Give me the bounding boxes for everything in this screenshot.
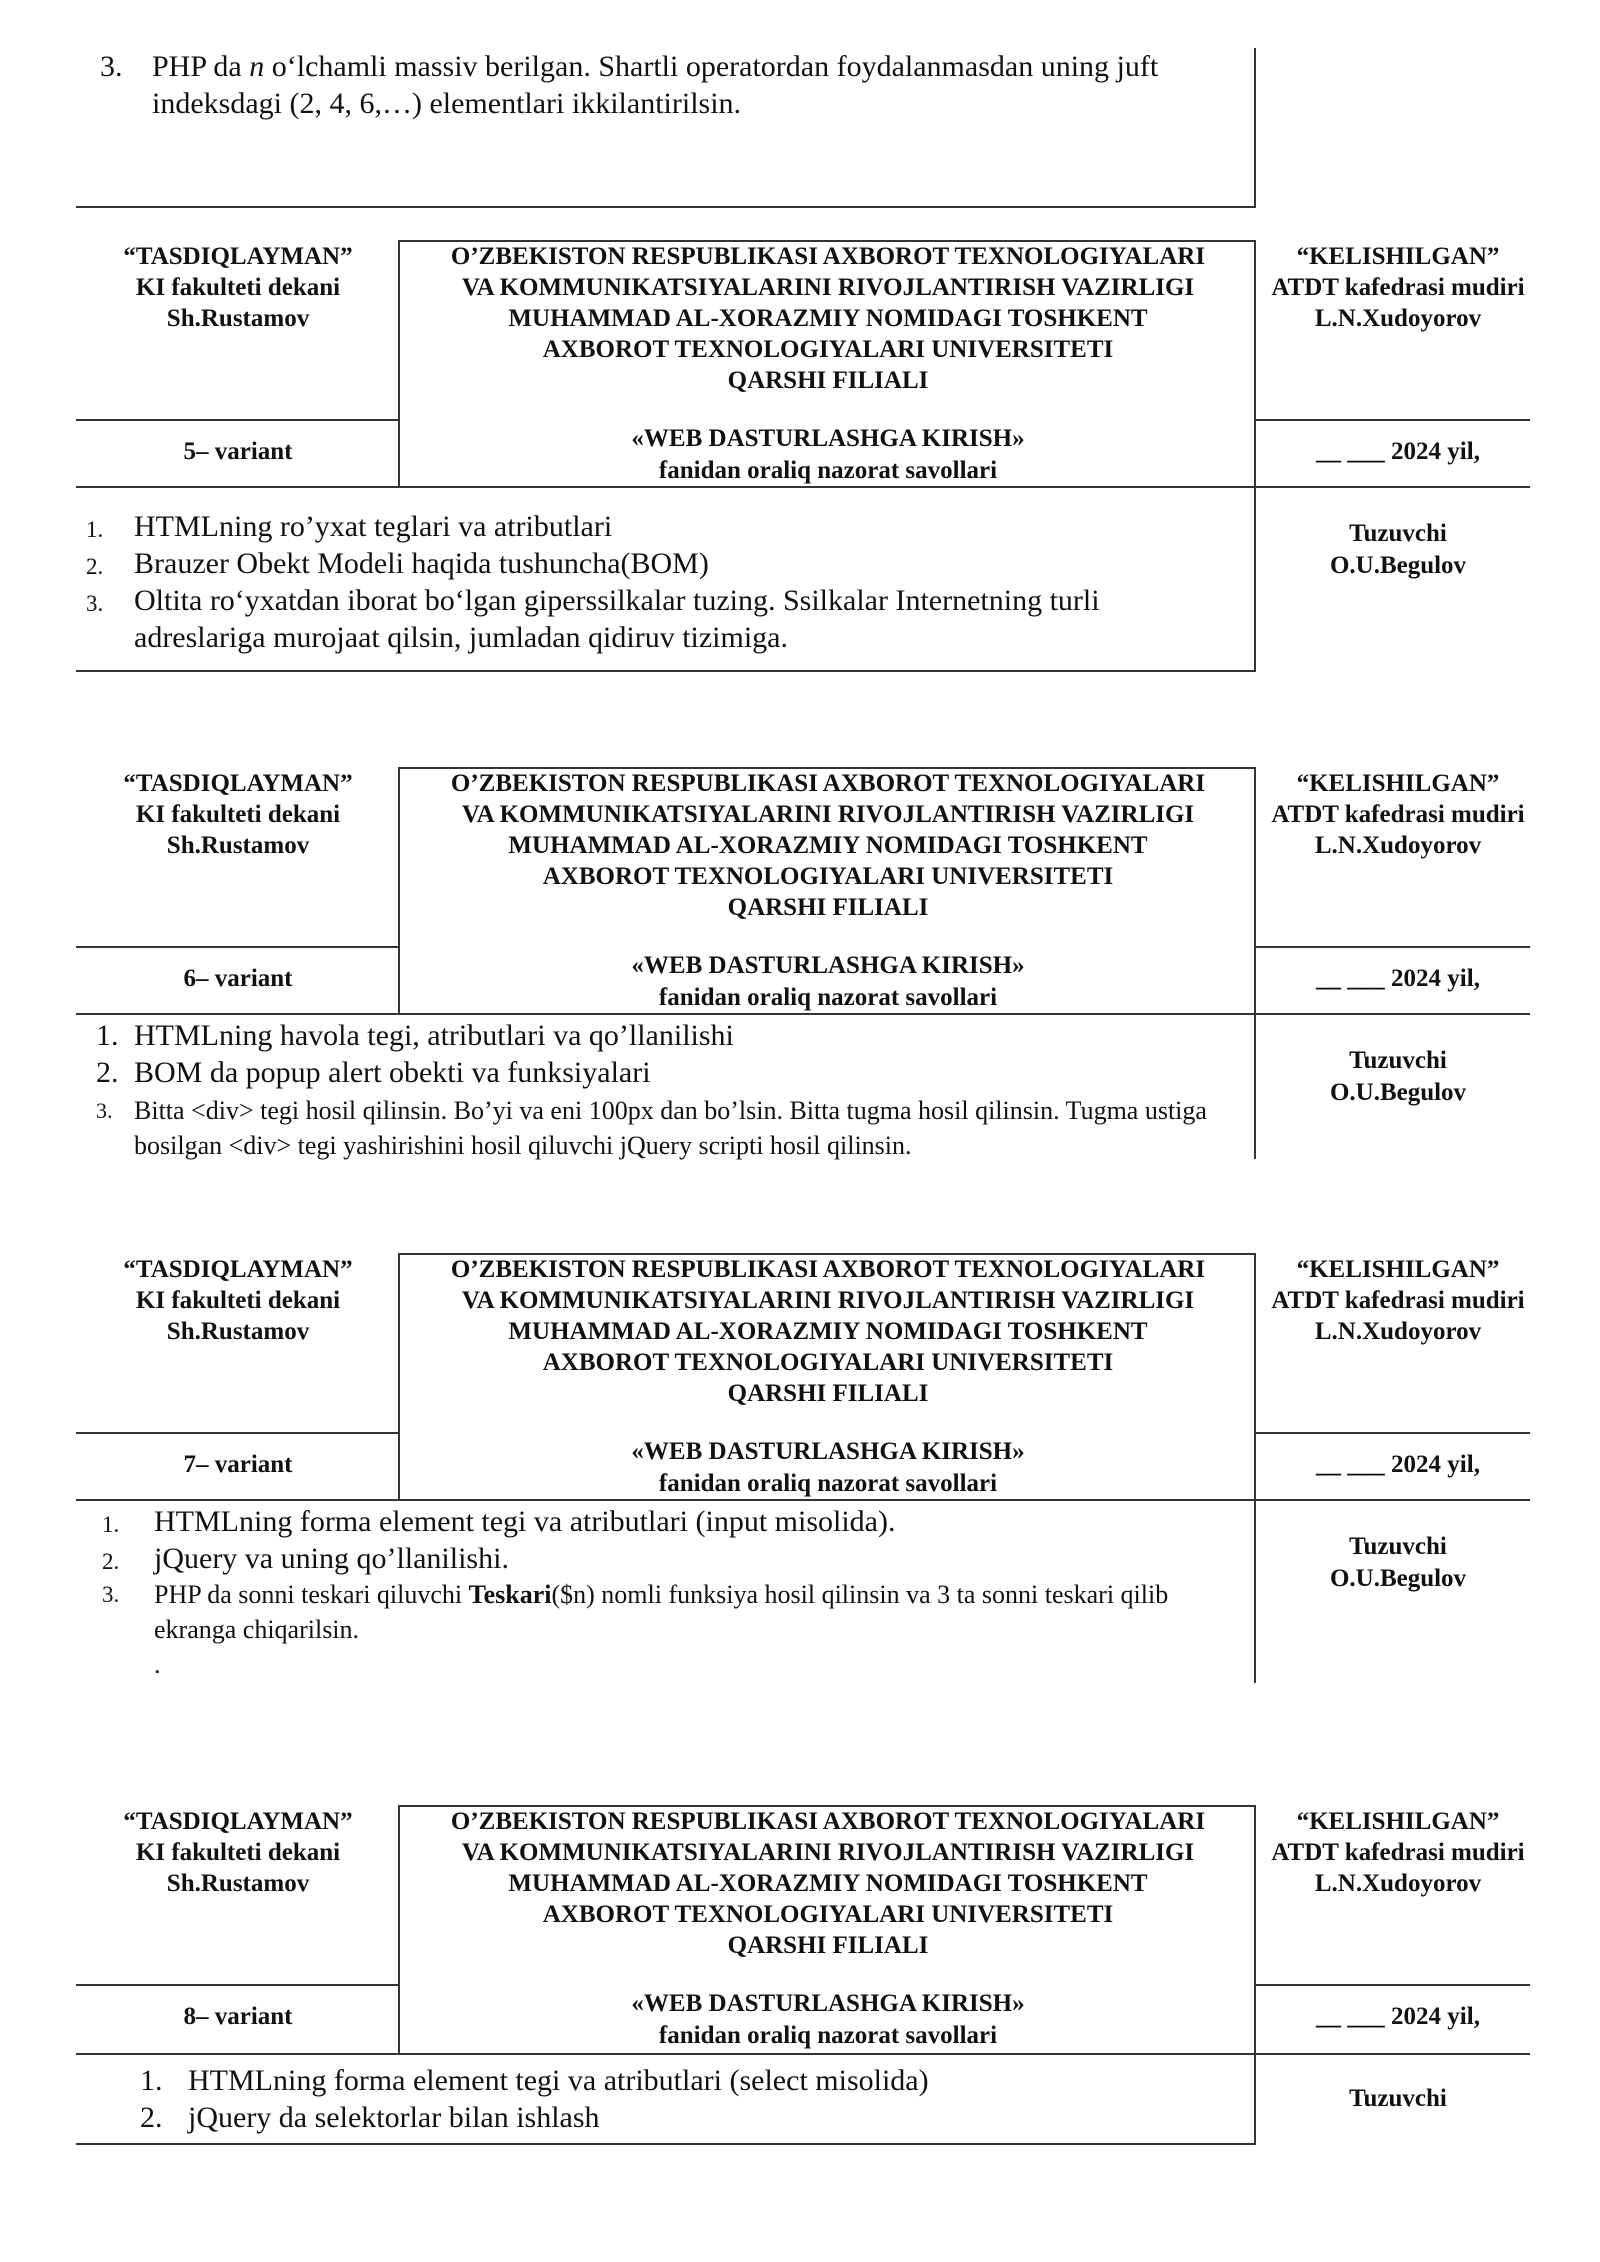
agreement-block bbox=[1258, 1254, 1538, 1347]
question-number: 1. bbox=[102, 1512, 120, 1537]
agreement-role: ATDT kafedrasi mudiri bbox=[1271, 801, 1525, 828]
question-item bbox=[80, 2062, 1230, 2099]
course-subtitle: fanidan oraliq nazorat savollari bbox=[658, 2022, 998, 2049]
question-text: HTMLning forma element tegi va atributlari (select misolida) bbox=[188, 2064, 929, 2097]
variant-label: 5– variant bbox=[183, 438, 293, 465]
agreement-name: L.N.Xudoyorov bbox=[1314, 832, 1482, 859]
question-text: Oltita ro‘yxatdan iborat bo‘lgan giperssilkalar tuzing. Ssilkalar Internetning turli adreslariga murojaat qilsin, jumladan qidiruv tizimiga. bbox=[134, 584, 1100, 654]
course-subtitle: fanidan oraliq nazorat savollari bbox=[658, 1470, 998, 1497]
question-text: Bitta <div> tegi hosil qilinsin. Bo’yi va eni 100px dan bo’lsin. Bitta tugma hosil qilinsin. Tugma ustiga bosilgan <div> tegi yashirishini hosil qiluvchi jQuery scripti hosil qilinsin. bbox=[134, 1096, 1207, 1160]
institution-header: O’ZBEKISTON RESPUBLIKASI AXBOROT TEXNOLOGIYALARI VA KOMMUNIKATSIYALARINI RIVOJLANTIRISH VAZIRLIGI MUHAMMAD AL-XORAZMIY NOMIDAGI TOSHKENT AXBOROT TEXNOLOGIYALARI UNIVERSITETI QARSHI FILIALI bbox=[450, 1808, 1206, 1959]
question-text: PHP da sonni teskari qiluvchi Teskari($n) nomli funksiya hosil qilinsin va 3 ta sonni teskari qilib ekranga chiqarilsin. bbox=[154, 1580, 1169, 1644]
course-title-block bbox=[400, 1436, 1256, 1500]
question-number: 1. bbox=[96, 1019, 119, 1052]
date-field: __ ___ 2024 yil, bbox=[1316, 1451, 1480, 1478]
institution-header: O’ZBEKISTON RESPUBLIKASI AXBOROT TEXNOLOGIYALARI VA KOMMUNIKATSIYALARINI RIVOJLANTIRISH VAZIRLIGI MUHAMMAD AL-XORAZMIY NOMIDAGI TOSHKENT AXBOROT TEXNOLOGIYALARI UNIVERSITETI QARSHI FILIALI bbox=[450, 243, 1206, 394]
agreement-block bbox=[1258, 241, 1538, 334]
composer-block: Tuzuvchi O.U.Begulov bbox=[1329, 520, 1467, 579]
institution-header: O’ZBEKISTON RESPUBLIKASI AXBOROT TEXNOLOGIYALARI VA KOMMUNIKATSIYALARINI RIVOJLANTIRISH VAZIRLIGI MUHAMMAD AL-XORAZMIY NOMIDAGI TOSHKENT AXBOROT TEXNOLOGIYALARI UNIVERSITETI QARSHI FILIALI bbox=[450, 770, 1206, 921]
agreement-role: ATDT kafedrasi mudiri bbox=[1271, 1839, 1525, 1866]
variant-label: 8– variant bbox=[183, 2003, 293, 2030]
question-number: 2. bbox=[96, 1056, 119, 1089]
agreement-role: ATDT kafedrasi mudiri bbox=[1271, 1287, 1525, 1314]
approval-block bbox=[78, 1254, 398, 1347]
question-text: BOM da popup alert obekti va funksiyalari bbox=[134, 1056, 651, 1089]
composer-block: Tuzuvchi O.U.Begulov bbox=[1329, 1533, 1467, 1592]
question-number: 3. bbox=[102, 1582, 120, 1607]
question-list bbox=[80, 1503, 1190, 1682]
approval-role: KI fakulteti dekani bbox=[135, 1839, 341, 1866]
question-item bbox=[80, 2099, 1230, 2136]
question-number: 3. bbox=[86, 591, 104, 616]
approval-block bbox=[78, 1806, 398, 1899]
question-number: 3. bbox=[96, 1098, 113, 1123]
agreement-role: ATDT kafedrasi mudiri bbox=[1271, 274, 1525, 301]
trailing-mark: . bbox=[154, 1650, 161, 1679]
approval-role: KI fakulteti dekani bbox=[135, 1287, 341, 1314]
agreement-title: “KELISHILGAN” bbox=[1296, 770, 1500, 797]
question-number: 2. bbox=[102, 1549, 120, 1574]
question-list bbox=[80, 1017, 1230, 1163]
question-number: 1. bbox=[140, 2064, 163, 2097]
course-subtitle: fanidan oraliq nazorat savollari bbox=[658, 984, 998, 1011]
agreement-block bbox=[1258, 1806, 1538, 1899]
question-number: 2. bbox=[140, 2101, 163, 2134]
agreement-name: L.N.Xudoyorov bbox=[1314, 1870, 1482, 1897]
date-field: __ ___ 2024 yil, bbox=[1316, 965, 1480, 992]
agreement-title: “KELISHILGAN” bbox=[1296, 1256, 1500, 1283]
composer-block: Tuzuvchi O.U.Begulov bbox=[1329, 1047, 1467, 1106]
agreement-title: “KELISHILGAN” bbox=[1296, 243, 1500, 270]
question-item bbox=[80, 1577, 1190, 1647]
course-subtitle: fanidan oraliq nazorat savollari bbox=[658, 457, 998, 484]
course-title: «WEB DASTURLASHGA KIRISH» bbox=[631, 952, 1025, 979]
institution-header: O’ZBEKISTON RESPUBLIKASI AXBOROT TEXNOLOGIYALARI VA KOMMUNIKATSIYALARINI RIVOJLANTIRISH VAZIRLIGI MUHAMMAD AL-XORAZMIY NOMIDAGI TOSHKENT AXBOROT TEXNOLOGIYALARI UNIVERSITETI QARSHI FILIALI bbox=[450, 1256, 1206, 1407]
question-item bbox=[80, 1054, 1230, 1091]
date-field: __ ___ 2024 yil, bbox=[1316, 2003, 1480, 2030]
question-text: HTMLning havola tegi, atributlari va qo’llanilishi bbox=[134, 1019, 734, 1052]
course-title-block bbox=[400, 1988, 1256, 2052]
question-text: PHP da n o‘lchamli massiv berilgan. Shartli operatordan foydalanmasdan uning juft indeksdagi (2, 4, 6,…) elementlari ikkilantirilsin. bbox=[152, 50, 1159, 120]
question-item bbox=[80, 1503, 1190, 1540]
approval-block bbox=[78, 241, 398, 334]
course-title: «WEB DASTURLASHGA KIRISH» bbox=[631, 1990, 1025, 2017]
approval-title: “TASDIQLAYMAN” bbox=[123, 1256, 353, 1283]
question-item bbox=[80, 582, 1200, 656]
approval-block bbox=[78, 768, 398, 861]
approval-title: “TASDIQLAYMAN” bbox=[123, 1808, 353, 1835]
course-title: «WEB DASTURLASHGA KIRISH» bbox=[631, 425, 1025, 452]
question-item bbox=[80, 508, 1200, 545]
question-item bbox=[80, 1017, 1230, 1054]
approval-name: Sh.Rustamov bbox=[166, 305, 310, 332]
question-number: 1. bbox=[86, 517, 104, 542]
agreement-title: “KELISHILGAN” bbox=[1296, 1808, 1500, 1835]
question-item bbox=[80, 1540, 1190, 1577]
question-text: Brauzer Obekt Modeli haqida tushuncha(BOM) bbox=[134, 547, 709, 580]
question-text: jQuery va uning qo’llanilishi. bbox=[154, 1542, 509, 1575]
approval-role: KI fakulteti dekani bbox=[135, 801, 341, 828]
course-title: «WEB DASTURLASHGA KIRISH» bbox=[631, 1438, 1025, 1465]
approval-name: Sh.Rustamov bbox=[166, 832, 310, 859]
question-number: 2. bbox=[86, 554, 104, 579]
question-item bbox=[80, 1093, 1230, 1163]
agreement-name: L.N.Xudoyorov bbox=[1314, 305, 1482, 332]
composer-block: Tuzuvchi bbox=[1349, 2085, 1447, 2112]
approval-name: Sh.Rustamov bbox=[166, 1870, 310, 1897]
question-number: 3. bbox=[100, 50, 123, 83]
approval-title: “TASDIQLAYMAN” bbox=[123, 770, 353, 797]
approval-title: “TASDIQLAYMAN” bbox=[123, 243, 353, 270]
question-item bbox=[80, 545, 1200, 582]
question-item bbox=[100, 48, 1260, 122]
agreement-block bbox=[1258, 768, 1538, 861]
question-text: HTMLning ro’yxat teglari va atributlari bbox=[134, 510, 613, 543]
variant-label: 7– variant bbox=[183, 1451, 293, 1478]
variant-label: 6– variant bbox=[183, 965, 293, 992]
approval-role: KI fakulteti dekani bbox=[135, 274, 341, 301]
approval-name: Sh.Rustamov bbox=[166, 1318, 310, 1345]
course-title-block bbox=[400, 950, 1256, 1014]
question-list bbox=[80, 2062, 1230, 2136]
course-title-block bbox=[400, 423, 1256, 487]
date-field: __ ___ 2024 yil, bbox=[1316, 438, 1480, 465]
question-list bbox=[80, 508, 1200, 656]
question-text: HTMLning forma element tegi va atributlari (input misolida). bbox=[154, 1505, 896, 1538]
agreement-name: L.N.Xudoyorov bbox=[1314, 1318, 1482, 1345]
question-text: jQuery da selektorlar bilan ishlash bbox=[188, 2101, 600, 2134]
